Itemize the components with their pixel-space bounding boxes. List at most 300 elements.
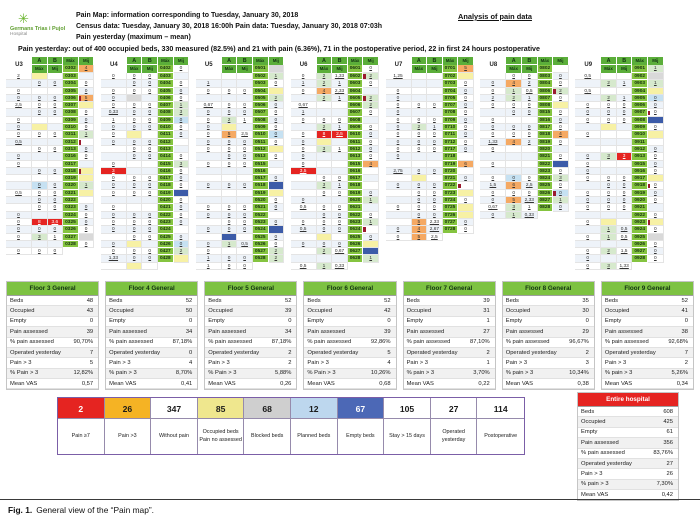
pain-cell[interactable]: 0: [142, 219, 158, 226]
pain-cell[interactable]: [575, 95, 601, 102]
pain-cell[interactable]: 3: [101, 168, 127, 175]
pain-cell[interactable]: 1: [332, 124, 348, 131]
pain-cell[interactable]: 0: [269, 175, 285, 182]
pain-cell[interactable]: 0: [386, 131, 412, 138]
pain-cell[interactable]: 0: [317, 190, 333, 197]
pain-cell[interactable]: 0: [101, 212, 127, 219]
pain-cell[interactable]: 0: [196, 248, 222, 255]
pain-cell[interactable]: 0: [269, 102, 285, 109]
pain-cell[interactable]: 0: [553, 139, 569, 146]
pain-cell[interactable]: 2: [317, 124, 333, 131]
pain-cell[interactable]: [79, 175, 95, 182]
pain-cell[interactable]: 0: [601, 175, 617, 182]
pain-cell[interactable]: [237, 234, 253, 241]
pain-cell[interactable]: [196, 168, 222, 175]
pain-cell[interactable]: 1,33: [617, 263, 633, 270]
pain-cell[interactable]: 0: [196, 124, 222, 131]
pain-cell[interactable]: 0: [142, 73, 158, 80]
pain-cell[interactable]: 0: [79, 109, 95, 116]
pain-cell[interactable]: [222, 95, 238, 102]
pain-cell[interactable]: [412, 80, 428, 87]
pain-cell[interactable]: 0,67: [196, 102, 222, 109]
pain-cell[interactable]: [142, 161, 158, 168]
pain-cell[interactable]: 0: [174, 131, 190, 138]
pain-cell[interactable]: [648, 175, 664, 182]
pain-cell[interactable]: 1: [48, 234, 64, 241]
pain-cell[interactable]: [142, 95, 158, 102]
pain-cell[interactable]: [79, 197, 95, 204]
pain-cell[interactable]: [196, 219, 222, 226]
pain-cell[interactable]: [332, 139, 348, 146]
pain-cell[interactable]: 2,5: [6, 102, 32, 109]
pain-cell[interactable]: 0: [575, 153, 601, 160]
pain-cell[interactable]: 0: [127, 88, 143, 95]
pain-cell[interactable]: [269, 212, 285, 219]
pain-cell[interactable]: [617, 168, 633, 175]
pain-cell[interactable]: 2,5: [332, 131, 348, 138]
pain-cell[interactable]: 2,5: [237, 131, 253, 138]
pain-cell[interactable]: 1: [601, 226, 617, 233]
pain-cell[interactable]: 0: [617, 102, 633, 109]
pain-cell[interactable]: 0: [575, 190, 601, 197]
pain-cell[interactable]: [458, 153, 474, 160]
pain-cell[interactable]: [6, 197, 32, 204]
pain-cell[interactable]: 0: [101, 139, 127, 146]
pain-cell[interactable]: 2: [363, 102, 379, 109]
pain-cell[interactable]: 0: [79, 88, 95, 95]
pain-cell[interactable]: 2,67: [427, 226, 443, 233]
pain-cell[interactable]: 1: [79, 131, 95, 138]
pain-cell[interactable]: 0: [601, 182, 617, 189]
pain-cell[interactable]: 0,5: [575, 88, 601, 95]
pain-cell[interactable]: 0: [480, 102, 506, 109]
pain-cell[interactable]: 0: [575, 197, 601, 204]
pain-cell[interactable]: 0: [237, 226, 253, 233]
pain-cell[interactable]: [222, 168, 238, 175]
pain-cell[interactable]: [412, 73, 428, 80]
pain-cell[interactable]: [332, 255, 348, 262]
pain-cell[interactable]: 2: [601, 95, 617, 102]
pain-cell[interactable]: 0: [575, 109, 601, 116]
pain-cell[interactable]: 0,5: [291, 226, 317, 233]
pain-cell[interactable]: 0: [174, 117, 190, 124]
pain-cell[interactable]: 0: [101, 88, 127, 95]
pain-cell[interactable]: 2: [174, 248, 190, 255]
pain-cell[interactable]: [222, 248, 238, 255]
pain-cell[interactable]: 0: [127, 80, 143, 87]
pain-cell[interactable]: [506, 153, 522, 160]
pain-cell[interactable]: 0: [32, 80, 48, 87]
pain-cell[interactable]: [522, 153, 538, 160]
pain-cell[interactable]: 0: [222, 255, 238, 262]
pain-cell[interactable]: 0: [412, 131, 428, 138]
pain-cell[interactable]: 0: [617, 204, 633, 211]
pain-cell[interactable]: 0: [291, 139, 317, 146]
pain-cell[interactable]: [458, 212, 474, 219]
pain-cell[interactable]: 8: [317, 131, 333, 138]
pain-cell[interactable]: 0: [648, 161, 664, 168]
pain-cell[interactable]: 0: [506, 109, 522, 116]
pain-cell[interactable]: 0: [363, 65, 379, 73]
pain-cell[interactable]: 0: [32, 226, 48, 233]
pain-cell[interactable]: 0: [575, 102, 601, 109]
pain-cell[interactable]: 0: [269, 219, 285, 226]
pain-cell[interactable]: 0: [291, 88, 317, 95]
pain-cell[interactable]: 0,5: [291, 204, 317, 211]
pain-cell[interactable]: 0: [332, 117, 348, 124]
pain-cell[interactable]: 0: [6, 212, 32, 219]
pain-cell[interactable]: 0: [48, 102, 64, 109]
pain-cell[interactable]: 0: [222, 102, 238, 109]
pain-cell[interactable]: 0: [142, 139, 158, 146]
pain-cell[interactable]: 0: [127, 248, 143, 255]
pain-cell[interactable]: [522, 161, 538, 168]
pain-cell[interactable]: 0: [48, 190, 64, 197]
pain-cell[interactable]: 0: [332, 219, 348, 226]
pain-cell[interactable]: 0: [427, 131, 443, 138]
pain-cell[interactable]: 0: [174, 153, 190, 160]
pain-cell[interactable]: [237, 197, 253, 204]
pain-cell[interactable]: 0: [101, 95, 127, 102]
pain-cell[interactable]: [317, 109, 333, 116]
pain-cell[interactable]: 0: [6, 161, 32, 168]
pain-cell[interactable]: [427, 73, 443, 80]
pain-cell[interactable]: [174, 139, 190, 146]
pain-cell[interactable]: 0: [6, 226, 32, 233]
pain-cell[interactable]: 0: [196, 131, 222, 138]
pain-cell[interactable]: 6: [506, 182, 522, 189]
pain-cell[interactable]: 0,5: [291, 263, 317, 270]
pain-cell[interactable]: [553, 146, 569, 153]
pain-cell[interactable]: 2: [553, 88, 569, 95]
pain-cell[interactable]: [522, 168, 538, 175]
pain-cell[interactable]: 0: [601, 197, 617, 204]
pain-cell[interactable]: 0: [522, 102, 538, 109]
pain-cell[interactable]: 0: [237, 139, 253, 146]
pain-cell[interactable]: [222, 175, 238, 182]
pain-cell[interactable]: [553, 161, 569, 168]
pain-cell[interactable]: [291, 95, 317, 102]
pain-cell[interactable]: [48, 153, 64, 160]
pain-cell[interactable]: 0: [101, 182, 127, 189]
pain-cell[interactable]: 0: [127, 109, 143, 116]
pain-cell[interactable]: 0: [48, 226, 64, 233]
pain-cell[interactable]: 0,67: [332, 248, 348, 255]
pain-cell[interactable]: [648, 88, 664, 95]
pain-cell[interactable]: 0: [617, 197, 633, 204]
pain-cell[interactable]: 0: [127, 124, 143, 131]
pain-cell[interactable]: 0: [412, 117, 428, 124]
pain-cell[interactable]: [363, 182, 379, 189]
pain-cell[interactable]: 2: [269, 255, 285, 262]
pain-cell[interactable]: 0,33: [522, 212, 538, 219]
pain-cell[interactable]: [575, 80, 601, 87]
pain-cell[interactable]: [196, 175, 222, 182]
pain-cell[interactable]: 0: [6, 219, 32, 226]
pain-cell[interactable]: [427, 109, 443, 116]
pain-cell[interactable]: 0: [222, 88, 238, 95]
pain-cell[interactable]: 1,33: [332, 73, 348, 80]
pain-cell[interactable]: 0: [237, 182, 253, 189]
pain-cell[interactable]: 2: [506, 95, 522, 102]
pain-cell[interactable]: 0: [269, 124, 285, 131]
pain-cell[interactable]: 5: [458, 65, 474, 73]
pain-cell[interactable]: 0: [601, 190, 617, 197]
pain-cell[interactable]: 0: [6, 153, 32, 160]
pain-cell[interactable]: 0: [427, 212, 443, 219]
pain-cell[interactable]: 0: [48, 197, 64, 204]
pain-cell[interactable]: 4: [506, 80, 522, 87]
pain-cell[interactable]: 5: [412, 234, 428, 241]
pain-cell[interactable]: 0: [269, 197, 285, 204]
pain-cell[interactable]: 4: [412, 226, 428, 233]
pain-cell[interactable]: 0: [412, 139, 428, 146]
pain-cell[interactable]: 0: [127, 234, 143, 241]
pain-cell[interactable]: 0: [363, 153, 379, 160]
pain-cell[interactable]: [101, 146, 127, 153]
pain-cell[interactable]: 0,5: [617, 226, 633, 233]
pain-cell[interactable]: 0: [222, 146, 238, 153]
pain-cell[interactable]: [222, 80, 238, 87]
pain-cell[interactable]: 3: [506, 204, 522, 211]
pain-cell[interactable]: 0: [480, 161, 506, 168]
pain-cell[interactable]: 0: [79, 241, 95, 248]
pain-cell[interactable]: 2: [317, 248, 333, 255]
pain-cell[interactable]: [32, 153, 48, 160]
pain-cell[interactable]: 0: [127, 146, 143, 153]
pain-cell[interactable]: 0: [237, 88, 253, 95]
pain-cell[interactable]: 0: [101, 124, 127, 131]
pain-cell[interactable]: 0: [48, 95, 64, 102]
pain-cell[interactable]: 1: [196, 80, 222, 87]
pain-cell[interactable]: 0: [458, 219, 474, 226]
pain-cell[interactable]: [291, 182, 317, 189]
pain-cell[interactable]: 0: [101, 204, 127, 211]
pain-cell[interactable]: 0: [575, 168, 601, 175]
pain-cell[interactable]: 0: [269, 234, 285, 241]
pain-cell[interactable]: [332, 168, 348, 175]
pain-cell[interactable]: 0: [127, 102, 143, 109]
pain-cell[interactable]: [617, 131, 633, 138]
pain-cell[interactable]: 0: [222, 204, 238, 211]
pain-cell[interactable]: [617, 139, 633, 146]
pain-cell[interactable]: [458, 190, 474, 197]
pain-cell[interactable]: 0: [291, 117, 317, 124]
analysis-of-pain-data-link[interactable]: Analysis of pain data: [458, 12, 532, 21]
pain-cell[interactable]: 0: [363, 139, 379, 146]
pain-cell[interactable]: [458, 204, 474, 211]
pain-cell[interactable]: [79, 168, 95, 175]
pain-cell[interactable]: 2: [522, 80, 538, 87]
pain-cell[interactable]: [617, 146, 633, 153]
pain-cell[interactable]: [269, 226, 285, 233]
pain-cell[interactable]: 0,5: [6, 139, 32, 146]
pain-cell[interactable]: 0: [127, 73, 143, 80]
pain-cell[interactable]: 0: [269, 241, 285, 248]
pain-cell[interactable]: 0: [174, 182, 190, 189]
pain-cell[interactable]: 0: [79, 204, 95, 211]
pain-cell[interactable]: 0: [237, 109, 253, 116]
pain-cell[interactable]: 0: [269, 139, 285, 146]
pain-cell[interactable]: 0: [142, 255, 158, 262]
pain-cell[interactable]: [291, 175, 317, 182]
pain-cell[interactable]: 0: [480, 212, 506, 219]
pain-cell[interactable]: [386, 161, 412, 168]
pain-cell[interactable]: 0: [458, 88, 474, 95]
pain-cell[interactable]: [575, 226, 601, 233]
pain-cell[interactable]: [386, 190, 412, 197]
pain-cell[interactable]: 0: [427, 139, 443, 146]
pain-cell[interactable]: [6, 109, 32, 116]
pain-cell[interactable]: 0: [237, 161, 253, 168]
pain-cell[interactable]: [174, 146, 190, 153]
pain-cell[interactable]: 1: [291, 109, 317, 116]
pain-cell[interactable]: [522, 117, 538, 124]
pain-cell[interactable]: [237, 175, 253, 182]
pain-cell[interactable]: 5: [412, 219, 428, 226]
pain-cell[interactable]: 0: [196, 109, 222, 116]
pain-cell[interactable]: 0: [142, 102, 158, 109]
pain-cell[interactable]: [648, 117, 664, 124]
pain-cell[interactable]: 0: [522, 131, 538, 138]
pain-cell[interactable]: 0: [101, 131, 127, 138]
pain-cell[interactable]: 3: [317, 182, 333, 189]
pain-cell[interactable]: 2: [317, 73, 333, 80]
pain-cell[interactable]: [412, 88, 428, 95]
pain-cell[interactable]: 6: [458, 161, 474, 168]
pain-cell[interactable]: 2: [363, 95, 379, 102]
pain-cell[interactable]: [386, 212, 412, 219]
pain-cell[interactable]: 0: [506, 124, 522, 131]
pain-cell[interactable]: 0: [427, 102, 443, 109]
pain-cell[interactable]: 4: [553, 131, 569, 138]
pain-cell[interactable]: 1,33: [480, 139, 506, 146]
pain-cell[interactable]: [575, 241, 601, 248]
pain-cell[interactable]: [48, 88, 64, 95]
pain-cell[interactable]: 0: [6, 88, 32, 95]
pain-cell[interactable]: 0: [553, 95, 569, 102]
pain-cell[interactable]: [458, 73, 474, 80]
pain-cell[interactable]: 0: [32, 95, 48, 102]
pain-cell[interactable]: 1: [174, 102, 190, 109]
pain-cell[interactable]: 0: [458, 95, 474, 102]
pain-cell[interactable]: 0: [127, 139, 143, 146]
pain-cell[interactable]: 0: [196, 182, 222, 189]
pain-cell[interactable]: [101, 234, 127, 241]
pain-cell[interactable]: 0: [648, 124, 664, 131]
pain-cell[interactable]: 0: [480, 175, 506, 182]
pain-cell[interactable]: 0: [127, 226, 143, 233]
pain-cell[interactable]: [386, 197, 412, 204]
pain-cell[interactable]: [601, 241, 617, 248]
pain-cell[interactable]: 3,5: [291, 168, 317, 175]
pain-cell[interactable]: 0: [332, 204, 348, 211]
pain-cell[interactable]: 0: [174, 212, 190, 219]
pain-cell[interactable]: [412, 109, 428, 116]
pain-cell[interactable]: 2: [222, 117, 238, 124]
pain-cell[interactable]: 0: [458, 109, 474, 116]
pain-cell[interactable]: 2: [601, 80, 617, 87]
pain-cell[interactable]: 0: [142, 117, 158, 124]
pain-cell[interactable]: 0: [458, 197, 474, 204]
pain-cell[interactable]: 0: [222, 161, 238, 168]
pain-cell[interactable]: 0: [412, 168, 428, 175]
pain-cell[interactable]: 0: [386, 234, 412, 241]
pain-cell[interactable]: 1: [427, 124, 443, 131]
pain-cell[interactable]: 0: [317, 226, 333, 233]
pain-cell[interactable]: 0: [142, 248, 158, 255]
pain-cell[interactable]: [427, 175, 443, 182]
pain-cell[interactable]: [575, 139, 601, 146]
pain-cell[interactable]: [575, 212, 601, 219]
pain-cell[interactable]: [363, 175, 379, 182]
pain-cell[interactable]: 0: [317, 117, 333, 124]
pain-cell[interactable]: 0: [363, 80, 379, 87]
pain-cell[interactable]: 0: [142, 190, 158, 197]
pain-cell[interactable]: 0: [174, 95, 190, 102]
pain-cell[interactable]: 0: [480, 80, 506, 87]
pain-cell[interactable]: [101, 80, 127, 87]
pain-cell[interactable]: [506, 117, 522, 124]
pain-cell[interactable]: [458, 182, 474, 189]
pain-cell[interactable]: 0: [575, 161, 601, 168]
pain-cell[interactable]: 0: [317, 175, 333, 182]
pain-cell[interactable]: [506, 161, 522, 168]
pain-cell[interactable]: [412, 153, 428, 160]
pain-cell[interactable]: 0: [522, 124, 538, 131]
pain-cell[interactable]: [32, 139, 48, 146]
pain-cell[interactable]: 0: [363, 190, 379, 197]
pain-cell[interactable]: 3: [174, 109, 190, 116]
pain-cell[interactable]: 0: [575, 255, 601, 262]
pain-cell[interactable]: 0: [575, 248, 601, 255]
pain-cell[interactable]: 0: [6, 131, 32, 138]
pain-cell[interactable]: 0: [506, 73, 522, 80]
pain-cell[interactable]: [386, 175, 412, 182]
pain-cell[interactable]: 0: [458, 124, 474, 131]
pain-cell[interactable]: [617, 124, 633, 131]
pain-cell[interactable]: 0: [601, 204, 617, 211]
pain-cell[interactable]: [222, 124, 238, 131]
pain-cell[interactable]: 0: [427, 146, 443, 153]
pain-cell[interactable]: [427, 80, 443, 87]
pain-cell[interactable]: 0: [522, 73, 538, 80]
pain-cell[interactable]: 0: [332, 241, 348, 248]
pain-cell[interactable]: 0: [575, 131, 601, 138]
pain-cell[interactable]: [142, 168, 158, 175]
pain-cell[interactable]: [601, 212, 617, 219]
pain-cell[interactable]: 0: [575, 219, 601, 226]
pain-cell[interactable]: 0: [174, 241, 190, 248]
pain-cell[interactable]: 1: [332, 80, 348, 87]
pain-cell[interactable]: [32, 117, 48, 124]
pain-cell[interactable]: 0: [174, 124, 190, 131]
pain-cell[interactable]: 0: [196, 117, 222, 124]
pain-cell[interactable]: 0: [648, 102, 664, 109]
pain-cell[interactable]: 5: [506, 197, 522, 204]
pain-cell[interactable]: 0: [237, 219, 253, 226]
pain-cell[interactable]: 0: [553, 182, 569, 189]
pain-cell[interactable]: 0: [79, 117, 95, 124]
pain-cell[interactable]: 0: [427, 168, 443, 175]
pain-cell[interactable]: 0: [237, 204, 253, 211]
pain-cell[interactable]: [648, 73, 664, 80]
pain-cell[interactable]: [142, 263, 158, 270]
pain-cell[interactable]: [317, 234, 333, 241]
pain-cell[interactable]: 0: [648, 168, 664, 175]
pain-cell[interactable]: [458, 168, 474, 175]
pain-cell[interactable]: [480, 109, 506, 116]
